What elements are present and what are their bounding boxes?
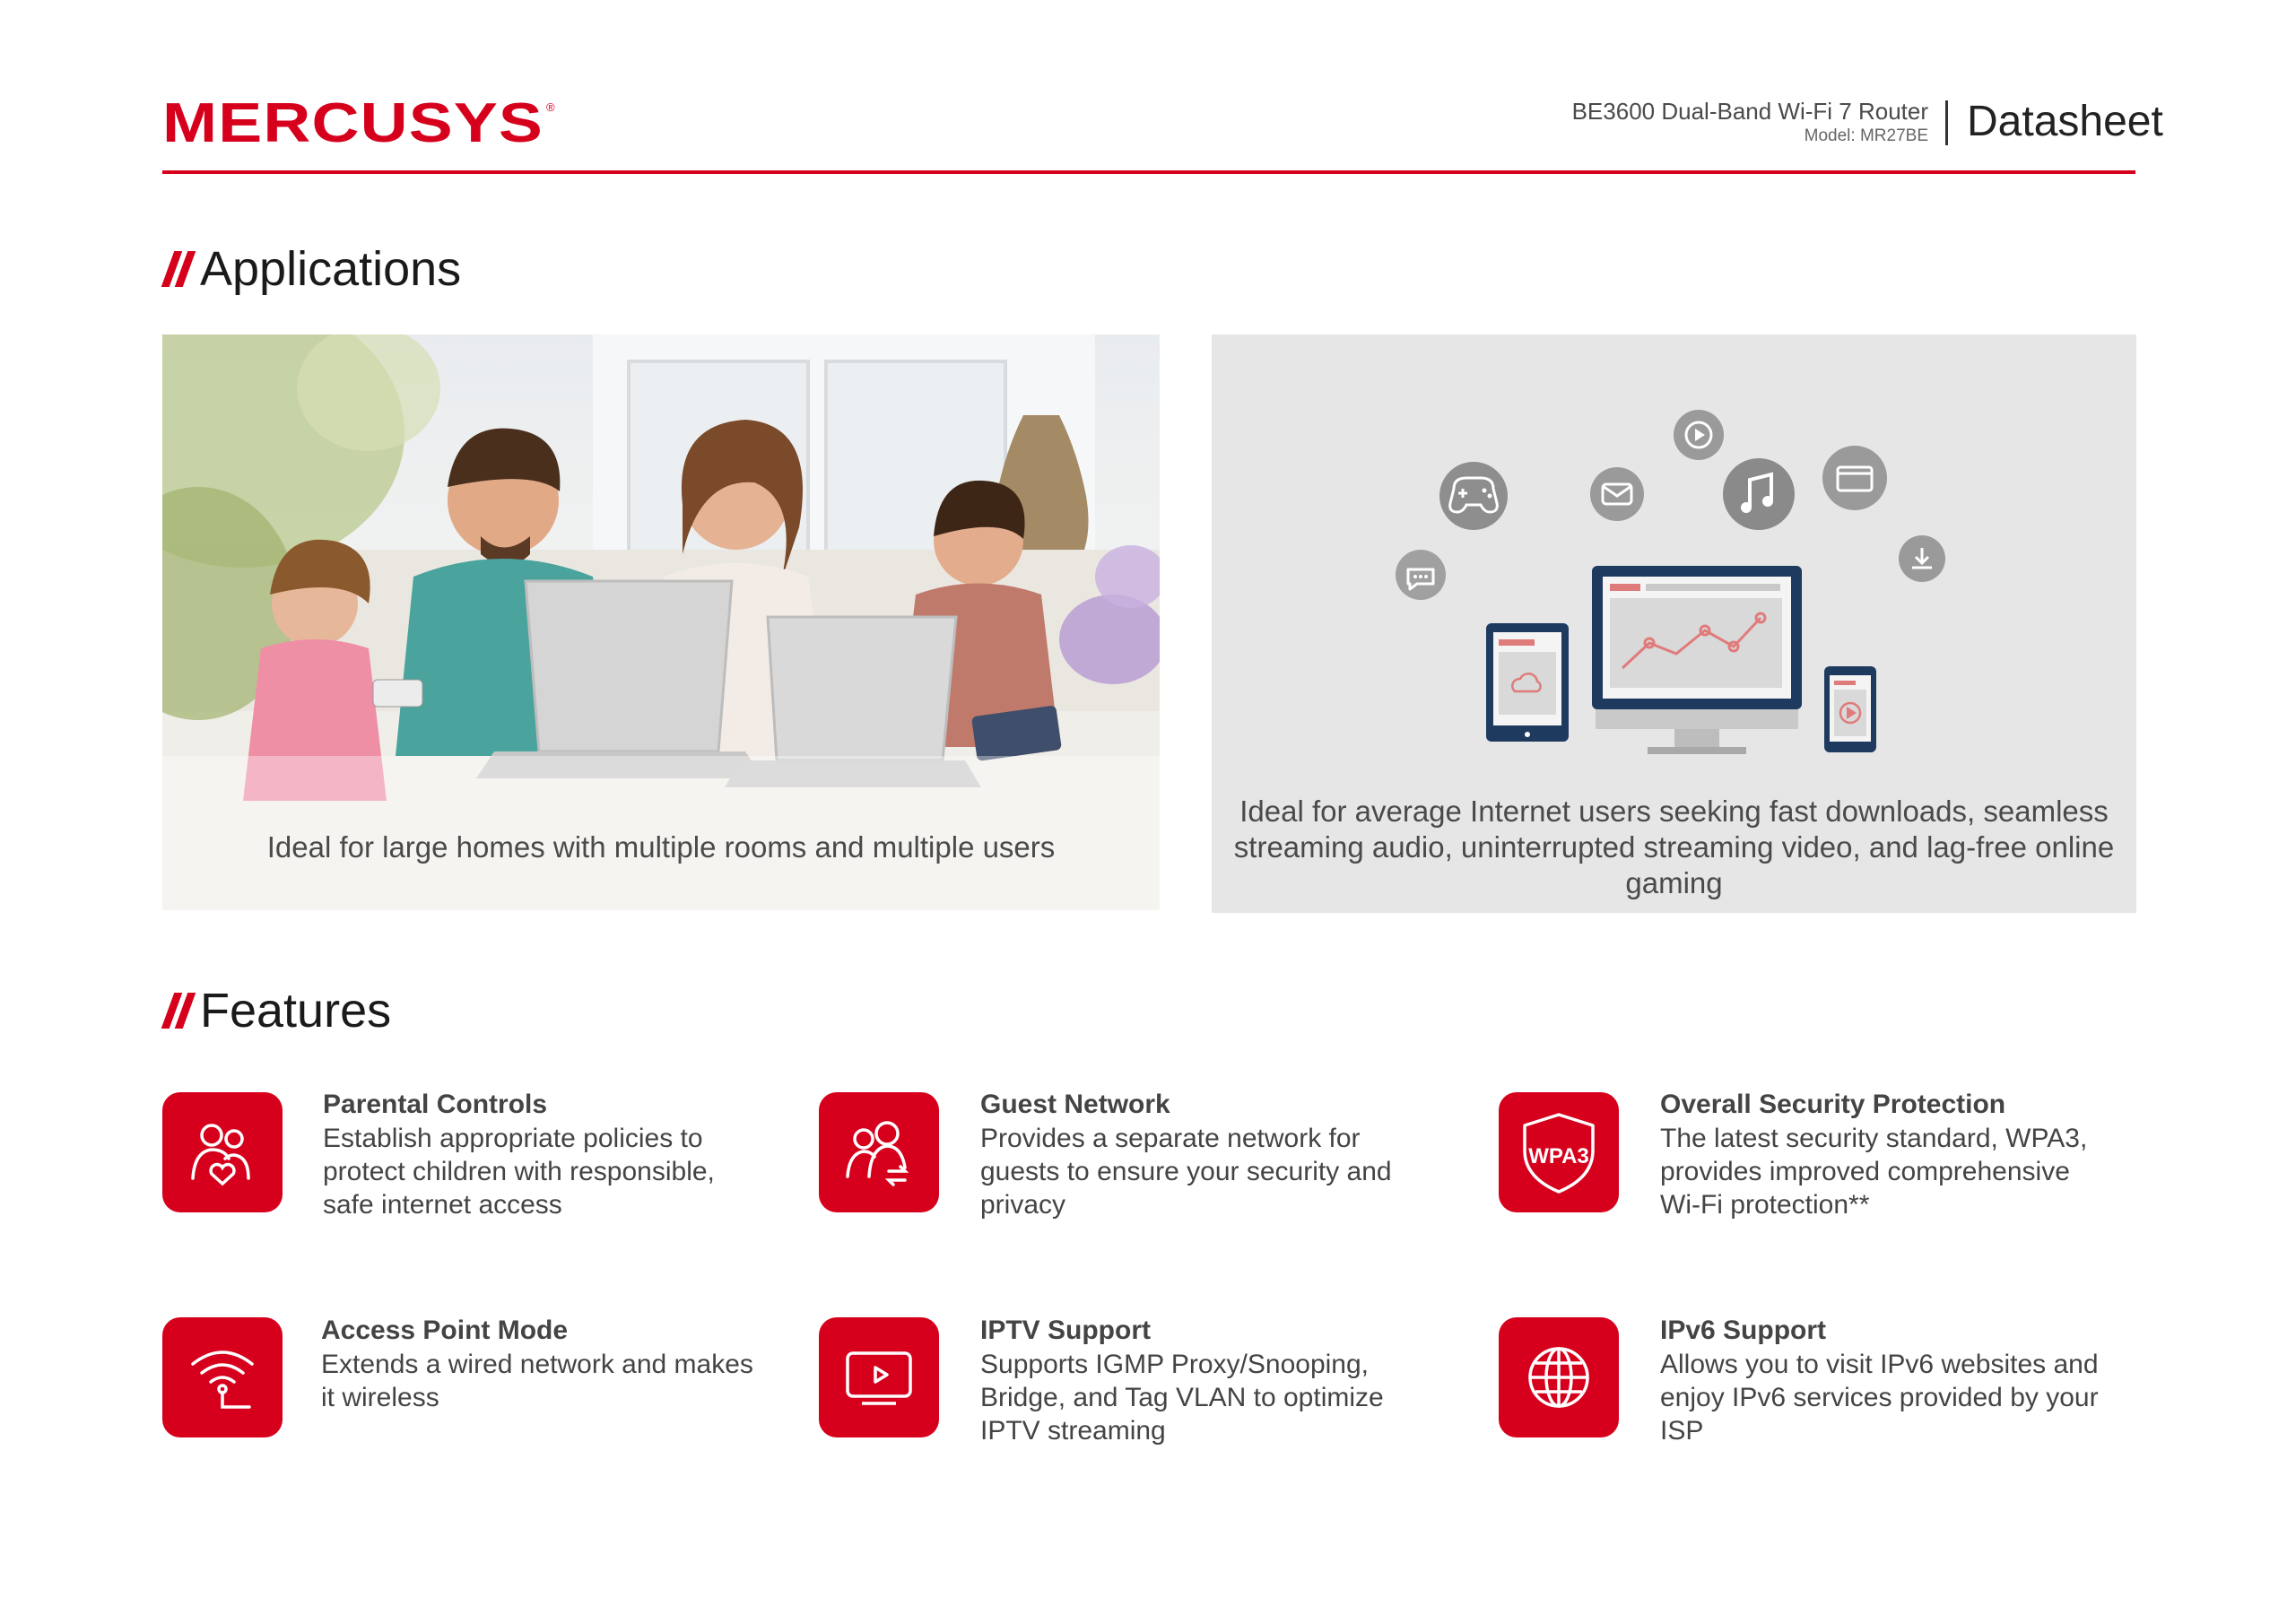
tablet-icon bbox=[1486, 623, 1569, 742]
phone-icon bbox=[1824, 666, 1876, 752]
feature-title-access-point: Access Point Mode bbox=[321, 1316, 569, 1345]
access-point-icon bbox=[162, 1317, 283, 1437]
family-heart-icon bbox=[162, 1092, 283, 1212]
slash-marker-icon bbox=[161, 251, 196, 287]
feature-desc-ipv6: Allows you to visit IPv6 websites and enjoy IPv6 services provided by your ISP bbox=[1660, 1350, 2099, 1446]
download-icon bbox=[1899, 535, 1945, 582]
devices-application-panel bbox=[1212, 334, 2136, 913]
svg-text:®: ® bbox=[546, 100, 555, 114]
wpa3-shield-icon bbox=[1499, 1092, 1619, 1212]
family-caption: Ideal for large homes with multiple rooms and multiple users bbox=[266, 830, 1056, 864]
mail-icon bbox=[1590, 467, 1644, 521]
feature-title-guest-network: Guest Network bbox=[980, 1090, 1170, 1119]
feature-title-ipv6: IPv6 Support bbox=[1660, 1316, 1827, 1345]
header-rule bbox=[162, 170, 2135, 174]
devices-illustration bbox=[1212, 334, 2136, 783]
family-photo-illustration bbox=[162, 334, 1160, 910]
applications-heading bbox=[162, 240, 461, 298]
feature-title-security: Overall Security Protection bbox=[1660, 1090, 2006, 1119]
slash-marker-icon bbox=[161, 993, 196, 1029]
folder-icon bbox=[1822, 446, 1887, 510]
wpa3-label: WPA3 bbox=[1528, 1144, 1589, 1168]
product-name: BE3600 Dual-Band Wi-Fi 7 Router bbox=[1571, 98, 1928, 125]
feature-title-iptv: IPTV Support bbox=[980, 1316, 1151, 1345]
feature-desc-guest-network: Provides a separate network for guests to ensure your security and privacy bbox=[980, 1124, 1392, 1220]
features-title: Features bbox=[200, 984, 392, 1038]
globe-icon bbox=[1499, 1317, 1619, 1437]
feature-desc-iptv: Supports IGMP Proxy/Snooping, Bridge, and Tag VLAN to optimize IPTV streaming bbox=[980, 1350, 1384, 1446]
model-number: Model: MR27BE bbox=[1804, 126, 1928, 145]
guest-users-icon bbox=[819, 1092, 939, 1212]
family-application-image bbox=[162, 334, 1160, 910]
document-type: Datasheet bbox=[1967, 98, 2163, 145]
product-info bbox=[1572, 97, 1928, 147]
chat-icon bbox=[1396, 550, 1446, 600]
monitor-icon bbox=[1592, 566, 1802, 754]
devices-caption: Ideal for average Internet users seeking fast downloads, seamless streaming audio, uninterrupted streaming video, and lag-free online gaming bbox=[1233, 795, 2115, 899]
music-icon bbox=[1723, 458, 1795, 530]
features-heading bbox=[162, 982, 391, 1039]
tv-play-icon bbox=[819, 1317, 939, 1437]
applications-title: Applications bbox=[200, 242, 462, 296]
header-divider bbox=[1945, 100, 1948, 145]
play-icon bbox=[1674, 410, 1724, 460]
logo-wordmark: MERCUSYS bbox=[162, 95, 544, 151]
gamepad-icon bbox=[1439, 462, 1508, 530]
feature-desc-access-point: Extends a wired network and makes it wireless bbox=[321, 1350, 753, 1412]
feature-desc-security: The latest security standard, WPA3, provides improved comprehensive Wi-Fi protection** bbox=[1660, 1124, 2088, 1220]
mercusys-logo bbox=[162, 95, 557, 151]
feature-title-parental-controls: Parental Controls bbox=[323, 1090, 548, 1119]
feature-desc-parental-controls: Establish appropriate policies to protect children with responsible, safe internet access bbox=[323, 1124, 715, 1220]
